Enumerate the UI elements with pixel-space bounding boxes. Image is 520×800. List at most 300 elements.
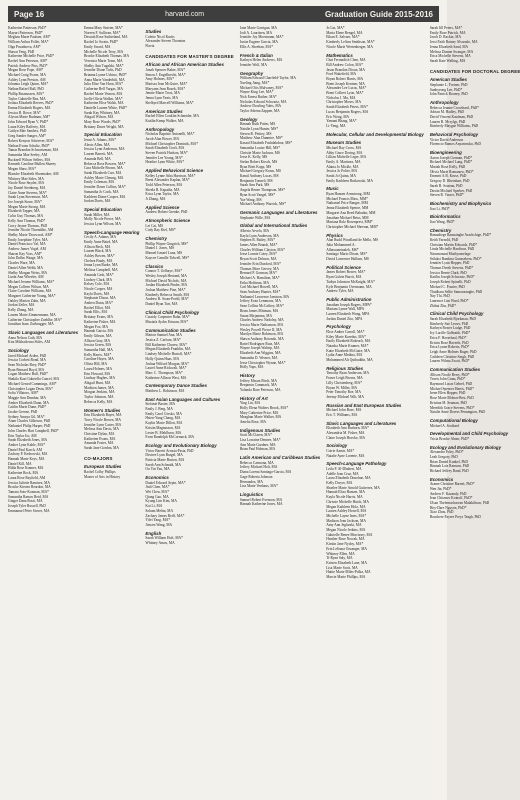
graduate-name: Cara Michelle Brown, MA — [84, 166, 123, 171]
graduate-name: Alan Rudd Woodland de Mello, MS — [326, 238, 379, 243]
graduate-name: Leigh Anne Holmes Ruger, PhD — [429, 349, 477, 354]
department-heading: Special Education — [84, 206, 122, 212]
graduate-name: Lester B. Mehlhorn, MA — [145, 430, 182, 435]
graduate-name: Aram Charles Gilkeson, PhD — [8, 419, 51, 424]
graduate-name: Kristin Rose Haverth, PhD — [429, 340, 469, 345]
graduate-name: Michael Jerome Williams, MA* — [8, 279, 55, 284]
graduate-name: Desiree Lynn Burgel, MA — [145, 453, 183, 458]
graduate-name: Hannah Marie Keys, MA — [8, 457, 45, 462]
graduate-name: Lindsey Michelle Hartoff, MA* — [145, 352, 192, 357]
graduate-name: Sunhyeong Lee, PhD* — [429, 87, 463, 92]
graduate-name: Christopher Michael Sheeran, MM* — [326, 224, 379, 229]
graduate-name: Lindsay Hughes, MA — [84, 376, 116, 381]
site-name[interactable]: harvard.com — [165, 10, 205, 18]
section-title: Graduation Guide 2015-2016 — [324, 9, 433, 19]
list-column — [84, 26, 139, 790]
graduate-name: Ford Wakefield, MA — [326, 72, 357, 77]
graduate-name: Shelby Ann Tugalski, MA* — [84, 63, 124, 68]
graduate-name: Brooke Kirsten Reardon, MA — [8, 485, 51, 490]
graduate-name: Samantha D. Weaver, MA — [239, 355, 278, 360]
graduate-name: Raymond Lucas Gebrel, PhD — [429, 382, 473, 387]
department-heading: Women's Studies — [84, 407, 121, 413]
graduate-name: Daniel Paul Karch, AM — [8, 447, 42, 452]
graduate-name: Erica Michelle Stevens, MA — [429, 54, 471, 59]
graduate-name: Jinli Chen, MA* — [145, 485, 170, 490]
graduate-name: Jessi Faith Rainey Alvarado, MA — [429, 40, 478, 45]
graduate-name: Jessica Renee Clark, PhD — [429, 270, 467, 275]
graduate-name: John Charles Hart Campbell, PhD* — [8, 428, 59, 433]
graduate-name: Jennifer Dawn Collins, MA* — [84, 185, 126, 190]
graduate-name: Jordan Zeiler, MA — [8, 303, 35, 308]
graduate-name: Rebecca Rose Bowers, MA* — [84, 161, 126, 166]
graduate-name: Hannah Ruth Potter, MS — [239, 122, 276, 127]
graduate-name: Evan Randolph McCormack, MA — [145, 435, 195, 440]
department-heading: Global and International Studies — [239, 223, 308, 229]
graduate-name: John Edward Ryan V, PhD* — [8, 120, 49, 125]
department-heading: English — [145, 530, 162, 536]
graduate-name: Sarah Jo Quinn, MA — [326, 174, 356, 179]
graduate-name: Bryan Scott Dobson, MA — [239, 257, 277, 262]
graduate-name: Maria Elene Rengel, MA — [326, 30, 363, 35]
graduate-name: Nicholas J. Ma, MA — [326, 95, 356, 100]
graduate-name: Stephanie L. Fortner, PhD — [429, 82, 468, 87]
graduate-name: Gage Roberta Johnson — [239, 474, 273, 479]
graduate-name: Kathleen Diane Cooper, MA — [84, 194, 126, 199]
graduate-name: Nathaniel Philip Harper, PhD — [8, 424, 51, 429]
department-heading: French & Italian — [239, 52, 273, 58]
graduate-name: Megan Kathleen Holz, MA — [326, 504, 366, 509]
graduate-name: Andrew F. Kazandy, PhD — [429, 491, 467, 496]
graduate-name: Bernard P. Gorman, MA* — [239, 271, 277, 276]
graduate-name: Megan Shaw, MA* — [8, 167, 37, 172]
graduate-name: Emily Josephine Tyler, MA — [8, 237, 48, 242]
graduate-name: Erica Lynn Taylor, MA — [145, 192, 179, 197]
graduate-name: Jonathan Michael Reiss, MM — [326, 215, 369, 220]
graduate-name: Oakley Marion Zahn, MA — [8, 298, 46, 303]
graduate-name: Diana Lorena Santiago-Garcia, MA — [239, 470, 292, 475]
graduate-name: Jiao Wang, PhD* — [429, 219, 455, 224]
graduate-name: Emily Coleman, MA — [84, 180, 115, 185]
graduate-name: Kimberly Sue Lesser, PhD — [429, 321, 469, 326]
graduate-name: Charles Ware, MA — [8, 261, 35, 266]
graduate-name: Rebecca Kelly, MA — [84, 399, 113, 404]
list-column — [430, 26, 520, 790]
graduate-name: Lisa Marie Venhaus, MA* — [239, 484, 278, 489]
graduate-name: Corry Jayme Thomas, PhD — [8, 223, 48, 228]
graduate-name: Kristen Elizabeth Lane, MA — [326, 561, 367, 565]
graduate-name: Marissa Jean McGuire, MA* — [145, 82, 188, 86]
department-heading: Public Administration — [326, 296, 372, 302]
graduate-name: Holly Quinn Haas, MA — [145, 356, 180, 361]
graduate-name: Amber Elizabeth Dunn, MA — [8, 400, 49, 405]
department-heading: Biochemistry and Biophysics — [429, 200, 492, 206]
department-heading: Sociology — [8, 348, 29, 353]
graduate-name: Hoy-Dare Nguyen, PhD* — [429, 505, 467, 510]
graduate-name: Jenna Elizabeth Spence, MM — [326, 206, 369, 211]
list-column — [8, 26, 78, 790]
graduate-name: Emmett A.B. Kruse, PhD — [429, 174, 467, 179]
graduate-name: Master of Arts in History — [84, 474, 121, 479]
graduate-name: Allison Gray, MA — [84, 338, 111, 343]
graduate-name: Bartel Rodriguez Ruiz, MA — [239, 341, 280, 346]
graduate-name: Michael John Bose, MA — [326, 408, 362, 413]
graduate-name: Lauren Barrett, MA — [84, 152, 113, 157]
graduate-name: Natasha Marie Kramer, MA* — [326, 344, 369, 349]
graduate-name: Colette Nicol Kurtis — [145, 34, 175, 39]
graduate-name: Maryann Jean Rozek, MA* — [145, 86, 186, 91]
graduate-name: Ramudiege Ranasinghe Arachchige, PhD* — [429, 233, 492, 238]
graduate-name: Jessica Lynn Wilson, MA — [84, 221, 121, 226]
graduate-name: Travis John Cram, PhD* — [429, 377, 466, 382]
graduate-name: Sarah Lynn Stevenson, MA — [8, 195, 48, 200]
graduate-name: Michelle Layne Imes, MA* — [326, 513, 367, 518]
graduate-name: Daniel Edward Arpin, MA* — [145, 480, 186, 485]
graduate-name: Lauren Marie Zimmermann, MA — [8, 312, 56, 317]
graduate-name: Linda Ann Wheeler, AM — [8, 275, 44, 280]
graduate-name: Brittany Dawn Wright, MA — [84, 124, 124, 129]
graduate-name: Erin Taylor Ito, AM — [8, 433, 37, 438]
graduate-name: Jo Lin, MA* — [326, 26, 345, 30]
department-heading: Latin American and Caribbean Studies — [239, 455, 321, 461]
graduate-name: Jennie Marie Trost, MA — [145, 91, 180, 96]
graduate-name: Molly Nicole Pierce, MA — [84, 217, 121, 222]
graduate-name: Samantha Ramos Reid, MA — [8, 494, 49, 499]
graduate-name: Jay Daniel Steinberg, MA — [8, 185, 46, 190]
department-heading: Bioengineering — [429, 150, 462, 156]
graduate-name: Erin Lelisma Ozzanger, MA — [326, 546, 367, 551]
graduate-name: Bryan Robert Harris, MA — [326, 76, 364, 81]
graduate-name: Ryan Bernard Boyd, MA — [8, 367, 45, 372]
graduate-name: Cassidy Carpenter Rahn, MA* — [145, 315, 190, 320]
graduate-name: Jessica R. Rowe, MA* — [8, 110, 41, 115]
graduate-name: Jesse Christopher Wynne, MA* — [239, 360, 286, 365]
graduate-name: Erin Elizabeth Bayer, MA — [84, 413, 122, 418]
graduate-name: Richard Michael Lang, PhD* — [429, 160, 473, 165]
graduate-name: Catherine Bell Vargas, MA — [84, 87, 124, 92]
graduate-name: Kayla Nicole Harris, MA — [326, 495, 363, 500]
graduate-name: Kai Li, MA — [145, 504, 163, 509]
graduate-name: Charles William Clayton, MA* — [239, 247, 285, 252]
graduate-name: Ashley Bowen, MA* — [84, 254, 115, 259]
graduate-name: Kristina M. Seaman, PhD — [429, 400, 467, 405]
graduate-name: Elizabeth Tapper, MA — [8, 209, 40, 214]
graduate-name: Hannah Lois Ransom, PhD — [429, 464, 470, 469]
graduate-name: Joshua Matthew Pine, MA* — [145, 287, 186, 292]
graduate-name: Marion Samuel Ana, MA — [145, 333, 182, 338]
graduate-name: Mary Rose Woods, PhD* — [84, 120, 121, 125]
graduate-name: Jordan Elizabeth Pinder, MA — [145, 283, 188, 288]
graduate-name: Steven Patrick Hudson, MA* — [145, 150, 188, 155]
department-heading: Slavic Languages and Literatures — [8, 330, 79, 335]
graduate-name: Katherine Michelle Price, PhD* — [8, 54, 55, 59]
graduate-name: Taylor Adrena Zappen, MA — [239, 109, 280, 114]
graduate-name: Shawn Yeng, PhD — [8, 49, 35, 54]
graduate-name: Daniel Kill, MA — [8, 461, 32, 466]
graduate-name: Hernandez, MA — [239, 479, 264, 484]
graduate-name: Abigail Hunt, MA — [84, 381, 111, 385]
graduate-name: Alexandria M. Fisher, MA — [326, 430, 365, 435]
graduate-name: Rachel Marie Vernon, MA — [84, 91, 123, 96]
graduate-name: Kelly Zhang, MA — [8, 308, 34, 313]
graduate-name: Alexander Steven Thornton — [145, 39, 186, 44]
graduate-name: Anna Nelson Cath, MA — [8, 335, 43, 340]
graduate-name: Yamani Bhaag, MA* — [326, 119, 357, 124]
graduate-name: Ashley Lynn Preston, AM — [8, 77, 46, 82]
graduate-name: Morgan Jenkins, MA — [84, 390, 115, 395]
graduate-name: Jiawen Wang, MA — [145, 522, 173, 527]
graduate-name: Nathaniel Price Ranger, MM — [326, 201, 368, 206]
graduate-name: Dessiah Rose Sutherland, MA — [84, 35, 128, 40]
graduate-name: Samuel Robert Evenson, MA — [239, 497, 283, 502]
graduate-name: Christine Dylan, MA — [84, 431, 115, 436]
graduate-name: Nicholas Edward Schwartz, MA — [239, 99, 287, 104]
department-heading: Clinical Child Psychology — [429, 311, 484, 317]
graduate-name: Kelly Harris, MA* — [84, 352, 112, 357]
graduate-name: James Robert Bower, MA* — [326, 270, 366, 275]
graduate-name: Lauren Ashley Howell, MA — [326, 509, 367, 514]
graduate-name: Sarah William Hoft, MA* — [145, 536, 183, 541]
graduate-name: Michael Francis Mass, MM* — [326, 196, 368, 201]
graduate-name: Rebecca Carmona, MA — [239, 460, 274, 465]
graduate-name: Christopher Moses, MA — [326, 100, 362, 105]
graduate-name: Sofia Villatoro, AM* — [8, 391, 39, 396]
graduate-name: Mary Catherine Price, MA — [239, 410, 279, 415]
graduate-name: Sarah Ellis, MA — [84, 310, 108, 315]
department-heading: CANDIDATES FOR DOCTORAL DEGREE — [429, 68, 520, 74]
department-heading: Contemporary Dance Studies — [145, 383, 207, 389]
department-heading: Physics — [326, 232, 343, 238]
graduate-name: Erin Howard, MA — [84, 371, 111, 376]
graduate-name: Zachary James Reiff, MA* — [145, 513, 185, 518]
graduate-name: Katherine Elise Walsh, MA — [84, 101, 124, 106]
graduate-name: Charles Andrew Nadolny, MA — [239, 318, 284, 323]
graduate-name: Samantha Mae Seeley, AM — [8, 152, 48, 157]
graduate-name: Steven R. Vasser, PhD* — [429, 193, 464, 198]
graduate-name: Caitlyn Mae Sanders, PhD — [8, 129, 47, 134]
graduate-name: Michael Anthony Warrick, MS* — [239, 202, 287, 207]
graduate-name: Michael Spencer Harris, PhD* — [429, 386, 474, 391]
graduate-name: Rebecca Jeanne Crowthard, PhD* — [429, 105, 479, 110]
department-heading: Atmospheric Science — [145, 218, 191, 224]
graduate-name: Cecily A. Adams, MA — [84, 235, 117, 240]
graduate-name: John Dallas Waage, MA — [8, 256, 43, 261]
graduate-name: Kiley Marie Karedus, MA* — [326, 334, 366, 339]
graduate-name: Nay Thi, PhD — [429, 294, 450, 299]
department-heading: Developmental and Child Psychology — [429, 431, 509, 437]
graduate-name: Erica F. Haverhaal, PhD* — [429, 335, 467, 340]
graduate-name: Melissa Dianne Swanger, MA — [429, 49, 474, 54]
graduate-name: Claire Anne Stevens, MA* — [8, 190, 47, 195]
graduate-name: Stefanie Baxter, MA — [145, 402, 176, 407]
graduate-name: Emily Sward, MA — [84, 44, 111, 49]
graduate-name: Shawn Anthony Rotondo, MA — [239, 337, 284, 342]
graduate-name: Irene Ellen Hopper, PhD — [429, 391, 466, 396]
graduate-name: Amanda Foster, MA — [84, 441, 114, 446]
graduate-name: Sheela B. Kapadia, MA — [145, 187, 180, 192]
graduate-name: Justin Eugene Garcia, MA — [239, 40, 278, 45]
graduate-name: Michael A. Sroihard — [429, 423, 460, 428]
graduate-name: Jenna Lynn Yeats, MA — [145, 96, 179, 101]
graduate-name: Ti-Ryan Saly, MA — [326, 556, 353, 561]
graduate-name: Michael Craig Pozen, MA — [8, 73, 46, 78]
graduate-name: Andrew Robert Grenke, PhD — [145, 210, 188, 215]
graduate-name: Brian Daniel Kunkel, PhD — [429, 459, 468, 464]
graduate-name: Jessica Jo Polier, MA — [326, 169, 358, 174]
graduate-name: Lanrence Lim Ward, PhD* — [429, 298, 469, 303]
graduate-name: Marc C. Thompson, MA* — [145, 370, 183, 375]
graduate-name: Jodi A. Lauritsen, MA — [239, 30, 273, 35]
graduate-name: Katherine Allison West, MA — [145, 375, 187, 380]
graduate-name: Lydia Anne Medina, MA — [326, 353, 363, 358]
graduate-name: Claire Joseph Hoecke, MA — [326, 435, 366, 440]
graduate-name: Stephanie Wille, MA — [239, 215, 271, 220]
graduate-name: Emily Elizabeth Rokeach, MA — [326, 339, 371, 344]
graduate-name: Wesley Joseph Hestand, MA — [145, 273, 187, 278]
graduate-name: Michael Christopher Dominik, MA* — [145, 141, 199, 146]
graduate-name: Sarah Ann Schmidt, MA — [145, 462, 181, 467]
graduate-name: Allison Nicole Berry, PhD* — [429, 372, 470, 377]
graduate-name: Mustafa Aydos Erturan, MA* — [145, 320, 189, 325]
graduate-name: Emily Gibson, MA — [84, 333, 112, 338]
graduate-name: Meredith Grace Stevens, PhD* — [429, 405, 475, 410]
graduate-name: Tricia Brooke Abner, PhD* — [429, 436, 470, 441]
graduate-name: Michael David Nichols, MA — [145, 278, 187, 283]
graduate-name: Adrian M. Hadley, PhD — [429, 110, 465, 115]
graduate-name: Keith Yarnold, PhD — [429, 237, 459, 242]
graduate-name: Jeffrey Michael Holt, MA — [239, 465, 278, 470]
graduate-name: Hannah Eliza Hansen, MA — [326, 490, 365, 495]
graduate-name: Natalie Anne Doress Pennington, PhD — [429, 410, 486, 415]
graduate-name: Meghan Marie Paulsen, AM* — [8, 35, 51, 40]
graduate-name: Amy Holmes, MA* — [145, 77, 175, 82]
graduate-name: Nick Ernest Ruther, MA* — [239, 94, 277, 99]
graduate-name: Brent Colbert Lyon, MA* — [326, 91, 364, 96]
graduate-name: Ying Lin, MA — [239, 401, 261, 406]
graduate-name: Bill Katherine Chavez, MA* — [145, 342, 187, 347]
graduate-name: Nathan Evans Schultz, PhD* — [8, 143, 50, 148]
graduate-name: Stephen R. Bailey, MA* — [239, 238, 276, 243]
graduate-name: Hattie Marie Miles-Polka, MA — [326, 570, 371, 575]
graduate-name: Andrew R. Swan-Poehl, MA* — [145, 297, 189, 302]
graduate-name: Whitney Mae Sides, MA — [8, 176, 44, 181]
graduate-name: Nathan Rafael Rall, PhD — [8, 87, 44, 92]
graduate-name: Elizabeth Ann Wiggins, MA — [239, 351, 281, 356]
graduate-name: Lauren Black, MA — [84, 249, 112, 254]
graduate-name: Michael Otis Mulvaney, MA* — [239, 85, 284, 90]
graduate-name: Thudharu Sellie Samarasinghe, PhD — [429, 289, 483, 294]
graduate-name: Katherine Patterson, PhD* — [8, 26, 47, 30]
graduate-name: Sarah Elizabeth Carr, MA — [84, 170, 122, 175]
graduate-name: Erica Lynne Roberts, PhD* — [429, 345, 470, 350]
department-heading: Behavioral Psychology — [429, 132, 479, 138]
graduate-name: Jared Michael Arden, PhD — [8, 353, 47, 358]
graduate-name: Christie Marie Jackson, MS — [239, 150, 280, 155]
graduate-name: Joseph Tyler Russell, PhD — [8, 504, 46, 509]
graduate-name: Brian Paul Holman, MA — [239, 447, 276, 452]
graduate-name: Brianna Lynne Uchino, PhD* — [84, 73, 127, 78]
graduate-name: Sean Anthony Hunter, MA* — [239, 290, 281, 295]
graduate-name: Kasaal Elizabeth Fashdahdoor, MS* — [239, 141, 293, 146]
graduate-name: Olivia Hill, MA — [84, 362, 108, 367]
graduate-name: Samantha Hall, MA — [84, 348, 113, 353]
graduate-name: Kristin Magnusson, MA — [145, 425, 181, 430]
graduate-name: Laurel Anne Rickwalt, MA* — [145, 366, 187, 371]
graduate-name: Joshua Wilford Morgan, MA* — [145, 361, 189, 366]
department-heading: Psychology — [326, 324, 351, 330]
page-number: Page 16 — [14, 9, 45, 19]
graduate-name: Whitney Ellen, MA — [326, 551, 355, 556]
graduate-name: Rachel Colby Phillips — [84, 469, 116, 474]
graduate-name: Bucknell Wilson Sellers, MA — [8, 157, 51, 162]
graduate-name: Victor David Anderson — [429, 137, 464, 142]
graduate-name: Jenna Elizabeth Sand, MA — [429, 44, 469, 49]
department-heading: Communication Studies — [429, 367, 481, 373]
department-heading: East Asian Languages and Cultures — [145, 396, 221, 402]
graduate-name: Natalie Lynn Hunter, MS* — [239, 127, 279, 132]
graduate-name: Jessica Z. Carlson, MA* — [145, 338, 181, 343]
graduate-name: Hsien-Yung Chang, MA — [145, 416, 181, 421]
graduate-name: Jennifer Erin Dunford, MA* — [239, 261, 281, 266]
graduate-name: Jordan Daniel Zito, MPA — [326, 316, 363, 321]
graduate-name: Yifei Yang, MA* — [145, 518, 171, 523]
graduate-name: Emily Kathleen Rutkowski, MA — [326, 178, 373, 183]
graduate-name: Emma Mary Strieter, MA* — [84, 26, 123, 30]
graduate-name: Yolanda Rose Peterson, MA — [239, 387, 281, 392]
graduate-name: Shakila Kazi Gabriella Cancel, MA — [8, 377, 60, 382]
graduate-name: Santiago Mario Dixon, MS* — [326, 252, 368, 257]
graduate-name: Elizabeth Ann Burhorn, MA* — [326, 426, 369, 431]
department-heading: Chemistry — [429, 227, 452, 233]
graduate-name: Sarah Elizabeth Jones, MA — [8, 438, 48, 443]
graduate-name: Emma Elizabeth Rogers, MA — [8, 105, 51, 110]
graduate-name: Brent Alexander Kaplan, MA* — [145, 178, 190, 183]
graduate-name: Jennifer Lynn Carter, MA — [84, 422, 122, 427]
graduate-name: Ryan Brett Kopp, MS — [239, 164, 272, 169]
graduate-name: Lillian Michelle Leger, MA — [326, 155, 367, 160]
department-heading: American Studies — [145, 108, 183, 114]
graduate-name: Wayne King Lee, MA* — [239, 90, 274, 95]
department-heading: Museum Studies — [326, 140, 362, 146]
graduate-name: Susan Mirjamma, MA — [239, 313, 273, 318]
graduate-name: Daniel Ryan Tarr, MA — [145, 302, 178, 307]
graduate-name: Mohammed Ali Qutbuddin, MA — [326, 358, 373, 363]
graduate-name: Phillip Rasmussen, MA* — [8, 91, 45, 96]
graduate-name: Julia Mohammed A. — [326, 242, 356, 247]
graduate-name: Matthew L. Robinson, MA — [145, 388, 185, 393]
graduate-name: Michelle Nicole Terry, MA — [84, 49, 124, 54]
graduate-name: Kyle Benjamin Overmann, MA — [326, 284, 372, 289]
graduate-name: Connor T. Gelhaye, MA* — [145, 269, 183, 274]
graduate-name: Brent Joseph Kentner, MA — [326, 81, 365, 86]
graduate-name: Ivy Lucille Galbraith, PhD* — [429, 331, 471, 336]
graduate-name: Jason Brandon Dixon, MA — [326, 67, 365, 72]
list-column — [240, 26, 320, 790]
graduate-name: Cathleen Christine Singh, PhD — [429, 354, 475, 359]
graduate-name: Brittany Evans, MA — [84, 315, 114, 320]
graduate-name: Holly Yaps, MA — [239, 365, 264, 370]
graduate-name: Wen Jin, PhD* — [429, 486, 452, 491]
graduate-name: Nicole Cooper, MA — [84, 286, 113, 291]
graduate-name: Wei Chen, MA* — [145, 490, 169, 495]
department-heading: Religious Studies — [326, 365, 364, 371]
graduate-name: Joseph Robert Spinelli, PhD — [429, 280, 471, 285]
graduate-name: Jenna Lynn Burke, MA — [84, 263, 118, 268]
graduate-name: James Allen Brandt, MA* — [239, 242, 278, 247]
graduate-name: Jesse Lonnie Cotey, MA* — [239, 252, 277, 257]
graduate-name: Megan Rose Pope, AM* — [8, 68, 44, 73]
graduate-name: Anna Marie Vanderbilt, MA — [84, 77, 125, 82]
graduate-name: Sarah Elizabeth Peters, MA* — [326, 105, 368, 110]
